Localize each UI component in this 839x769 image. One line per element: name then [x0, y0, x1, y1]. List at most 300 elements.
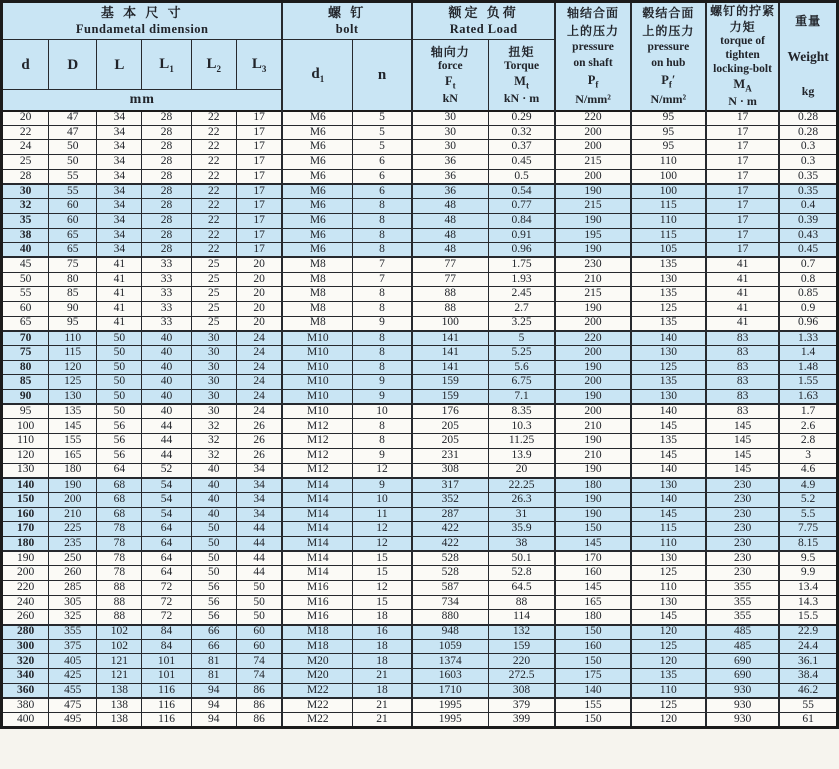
cell: 230 [706, 478, 779, 493]
axial-force-symbol: $F_t$ [444, 73, 456, 91]
header-col-D: D [49, 40, 97, 90]
cell: 7.75 [779, 522, 837, 537]
cell: 95 [2, 404, 49, 419]
cell: 260 [49, 566, 97, 581]
table-row [2, 419, 838, 434]
cell: M8 [282, 272, 352, 287]
cell: 400 [2, 713, 49, 728]
cell: 0.45 [779, 243, 837, 258]
cell: 125 [631, 566, 706, 581]
cell: 235 [49, 536, 97, 551]
cell: 12 [353, 536, 412, 551]
cell: 86 [236, 698, 282, 713]
cell: 56 [97, 419, 142, 434]
cell: 120 [2, 448, 49, 463]
cell: 11.25 [488, 434, 555, 449]
cell: 50 [97, 346, 142, 361]
header-locking-bolt-torque [706, 2, 779, 111]
cell: 0.3 [779, 155, 837, 170]
cell: 17 [706, 111, 779, 126]
header-basic-dimension [2, 2, 283, 40]
cell: 6 [353, 169, 412, 184]
cell: 130 [631, 346, 706, 361]
cell: 41 [97, 316, 142, 331]
cell: 41 [97, 287, 142, 302]
cell: 0.35 [779, 169, 837, 184]
cell: 110 [631, 536, 706, 551]
cell: 72 [142, 581, 191, 596]
cell: 8.15 [779, 536, 837, 551]
cell: 285 [49, 581, 97, 596]
cell: 379 [488, 698, 555, 713]
cell: 260 [2, 610, 49, 625]
cell: 180 [49, 463, 97, 478]
cell: 8 [353, 346, 412, 361]
cell: 65 [49, 228, 97, 243]
cell: 141 [412, 331, 488, 346]
cell: 230 [706, 566, 779, 581]
cell: 115 [631, 522, 706, 537]
table-row [2, 301, 838, 316]
cell: 50 [97, 375, 142, 390]
cell: 215 [555, 199, 630, 214]
cell: 930 [706, 698, 779, 713]
cell: 44 [236, 566, 282, 581]
cell: 375 [49, 639, 97, 654]
cell: 145 [706, 434, 779, 449]
cell: 5.5 [779, 507, 837, 522]
cell: 60 [49, 199, 97, 214]
cell: 26 [236, 419, 282, 434]
table-row [2, 595, 838, 610]
cell: 528 [412, 551, 488, 566]
cell: 22 [2, 125, 49, 140]
cell: 5.25 [488, 346, 555, 361]
cell: 21 [353, 698, 412, 713]
cell: 3 [779, 448, 837, 463]
cell: 485 [706, 639, 779, 654]
cell: 0.43 [779, 228, 837, 243]
cell: 24 [236, 375, 282, 390]
cell: 35.9 [488, 522, 555, 537]
cell: 422 [412, 522, 488, 537]
cell: 160 [555, 639, 630, 654]
cell: 25 [2, 155, 49, 170]
cell: 28 [142, 140, 191, 155]
cell: 10.3 [488, 419, 555, 434]
cell: 34 [97, 228, 142, 243]
cell: M22 [282, 713, 352, 728]
cell: 65 [2, 316, 49, 331]
cell: 18 [353, 610, 412, 625]
cell: 56 [97, 434, 142, 449]
cell: 9 [353, 390, 412, 405]
cell: 145 [706, 448, 779, 463]
cell: 2.8 [779, 434, 837, 449]
cell: 60 [236, 625, 282, 640]
cell: 125 [49, 375, 97, 390]
cell: 24 [236, 404, 282, 419]
cell: 1603 [412, 669, 488, 684]
cell: 300 [2, 639, 49, 654]
cell: M18 [282, 625, 352, 640]
cell: 145 [555, 536, 630, 551]
cell: 32 [191, 419, 236, 434]
cell: 44 [142, 419, 191, 434]
table-row [2, 111, 838, 126]
cell: 325 [49, 610, 97, 625]
cell: 150 [555, 713, 630, 728]
cell: 90 [49, 301, 97, 316]
cell: 41 [97, 301, 142, 316]
cell: 1710 [412, 683, 488, 698]
cell: 84 [142, 625, 191, 640]
cell: 115 [49, 346, 97, 361]
cell: 230 [706, 551, 779, 566]
cell: 110 [631, 213, 706, 228]
cell: 880 [412, 610, 488, 625]
cell: 110 [631, 581, 706, 596]
cell: 24 [236, 346, 282, 361]
cell: 1.4 [779, 346, 837, 361]
pressure-hub-en1: pressure [647, 40, 690, 53]
cell: 690 [706, 654, 779, 669]
cell: 140 [631, 331, 706, 346]
cell: 44 [142, 434, 191, 449]
cell: 180 [2, 536, 49, 551]
cell: M10 [282, 404, 352, 419]
cell: 30 [412, 111, 488, 126]
cell: 83 [706, 404, 779, 419]
cell: 0.7 [779, 257, 837, 272]
cell: 5 [353, 125, 412, 140]
cell: 50 [49, 140, 97, 155]
cell: 135 [631, 316, 706, 331]
cell: 1.63 [779, 390, 837, 405]
cell: M6 [282, 125, 352, 140]
cell: 220 [2, 581, 49, 596]
cell: 45 [2, 257, 49, 272]
cell: 54 [142, 478, 191, 493]
table-row [2, 522, 838, 537]
cell: 83 [706, 390, 779, 405]
cell: 22 [191, 125, 236, 140]
header-col-L2: $L_2$ [191, 40, 236, 90]
cell: 9.5 [779, 551, 837, 566]
cell: 17 [706, 228, 779, 243]
cell: 5 [353, 140, 412, 155]
cell: 8 [353, 199, 412, 214]
cell: 34 [97, 243, 142, 258]
cell: 100 [412, 316, 488, 331]
cell: 135 [49, 404, 97, 419]
cell: 88 [412, 301, 488, 316]
table-row [2, 669, 838, 684]
cell: 230 [706, 492, 779, 507]
pressure-shaft-en1: pressure [572, 40, 614, 53]
cell: 50 [97, 404, 142, 419]
cell: 24 [236, 390, 282, 405]
cell: 1374 [412, 654, 488, 669]
cell: 734 [412, 595, 488, 610]
cell: 24 [2, 140, 49, 155]
cell: 30 [191, 346, 236, 361]
cell: 9 [353, 316, 412, 331]
cell: 340 [2, 669, 49, 684]
cell: 6 [353, 155, 412, 170]
cell: 101 [142, 654, 191, 669]
cell: 28 [142, 184, 191, 199]
cell: 18 [353, 683, 412, 698]
cell: 210 [555, 272, 630, 287]
cell: 50 [236, 595, 282, 610]
table-row [2, 654, 838, 669]
cell: 0.5 [488, 169, 555, 184]
cell: 48 [412, 243, 488, 258]
cell: 84 [142, 639, 191, 654]
cell: 32 [191, 434, 236, 449]
cell: 125 [631, 698, 706, 713]
pressure-shaft-zh2: 上的压力 [567, 23, 620, 38]
cell: 170 [555, 551, 630, 566]
cell: 38 [2, 228, 49, 243]
cell: 495 [49, 713, 97, 728]
cell: 77 [412, 257, 488, 272]
cell: 22 [191, 243, 236, 258]
table-row [2, 199, 838, 214]
header-pressure-on-hub [631, 2, 706, 111]
cell: 405 [49, 654, 97, 669]
cell: 24 [236, 360, 282, 375]
cell: 231 [412, 448, 488, 463]
cell: 0.85 [779, 287, 837, 302]
cell: 95 [631, 125, 706, 140]
cell: 22 [191, 140, 236, 155]
cell: 190 [555, 492, 630, 507]
cell: 0.96 [779, 316, 837, 331]
cell: 25 [191, 257, 236, 272]
cell: 34 [236, 507, 282, 522]
cell: 75 [2, 346, 49, 361]
cell: 145 [631, 507, 706, 522]
weight-en: Weight [787, 48, 829, 64]
cell: 355 [706, 581, 779, 596]
cell: 52.8 [488, 566, 555, 581]
cell: 220 [488, 654, 555, 669]
cell: 72 [142, 595, 191, 610]
cell: 155 [555, 698, 630, 713]
cell: 34 [97, 169, 142, 184]
cell: 0.39 [779, 213, 837, 228]
cell: 7 [353, 272, 412, 287]
cell: 30 [191, 331, 236, 346]
cell: 72 [142, 610, 191, 625]
cell: 4.9 [779, 478, 837, 493]
cell: 320 [2, 654, 49, 669]
cell: 68 [97, 478, 142, 493]
cell: 30 [412, 140, 488, 155]
cell: 41 [97, 257, 142, 272]
cell: 50.1 [488, 551, 555, 566]
cell: 138 [97, 713, 142, 728]
cell: 50 [191, 551, 236, 566]
cell: 15 [353, 566, 412, 581]
table-row [2, 610, 838, 625]
table-body [2, 111, 838, 728]
cell: 94 [191, 713, 236, 728]
pressure-hub-en2: on hub [651, 56, 686, 69]
cell: M22 [282, 698, 352, 713]
cell: 587 [412, 581, 488, 596]
cell: 65 [49, 243, 97, 258]
weight-unit: kg [801, 84, 815, 99]
cell: 360 [2, 683, 49, 698]
cell: 7 [353, 257, 412, 272]
cell: 22 [191, 213, 236, 228]
cell: 28 [142, 125, 191, 140]
cell: 17 [236, 169, 282, 184]
cell: 22 [191, 184, 236, 199]
cell: 125 [631, 301, 706, 316]
cell: 1.75 [488, 257, 555, 272]
cell: 22 [191, 111, 236, 126]
cell: 26 [236, 448, 282, 463]
cell: 205 [412, 419, 488, 434]
cell: 28 [142, 111, 191, 126]
cell: 0.77 [488, 199, 555, 214]
cell: 68 [97, 507, 142, 522]
cell: 105 [631, 243, 706, 258]
cell: 94 [191, 683, 236, 698]
cell: 34 [97, 155, 142, 170]
cell: 81 [191, 654, 236, 669]
cell: 81 [191, 669, 236, 684]
cell: 140 [631, 463, 706, 478]
pressure-hub-zh1: 毂结合面 [642, 6, 695, 21]
cell: 48 [412, 199, 488, 214]
cell: 8 [353, 243, 412, 258]
table-row [2, 331, 838, 346]
cell: M20 [282, 654, 352, 669]
cell: 10 [353, 404, 412, 419]
cell: 100 [631, 184, 706, 199]
cell: M10 [282, 360, 352, 375]
cell: 121 [97, 654, 142, 669]
cell: 190 [555, 301, 630, 316]
cell: 50 [191, 522, 236, 537]
cell: 130 [49, 390, 97, 405]
cell: 141 [412, 346, 488, 361]
axial-force-unit: kN [442, 90, 458, 105]
cell: 28 [142, 243, 191, 258]
cell: 0.96 [488, 243, 555, 258]
cell: 528 [412, 566, 488, 581]
cell: 3.25 [488, 316, 555, 331]
cell: 78 [97, 566, 142, 581]
cell: 10 [353, 492, 412, 507]
cell: 7.1 [488, 390, 555, 405]
cell: 21 [353, 713, 412, 728]
header-weight [779, 2, 837, 111]
cell: 11 [353, 507, 412, 522]
cell: 190 [2, 551, 49, 566]
cell: 5.2 [779, 492, 837, 507]
cell: 1995 [412, 713, 488, 728]
cell: 34 [236, 463, 282, 478]
cell: 20 [236, 301, 282, 316]
cell: 0.28 [779, 111, 837, 126]
cell: 165 [555, 595, 630, 610]
cell: 64.5 [488, 581, 555, 596]
cell: 125 [631, 360, 706, 375]
cell: 102 [97, 625, 142, 640]
cell: 60 [2, 301, 49, 316]
table-row [2, 272, 838, 287]
cell: 190 [555, 213, 630, 228]
cell: 66 [191, 639, 236, 654]
cell: 160 [555, 566, 630, 581]
cell: 0.45 [488, 155, 555, 170]
cell: 95 [49, 316, 97, 331]
cell: 25 [191, 301, 236, 316]
cell: 28 [142, 199, 191, 214]
cell: 399 [488, 713, 555, 728]
table-row [2, 375, 838, 390]
header-bolt [282, 2, 411, 40]
cell: 130 [631, 551, 706, 566]
cell: 22 [191, 169, 236, 184]
cell: 180 [555, 478, 630, 493]
cell: 20 [236, 272, 282, 287]
cell: 56 [191, 595, 236, 610]
cell: 121 [97, 669, 142, 684]
cell: 0.91 [488, 228, 555, 243]
cell: 50 [236, 581, 282, 596]
cell: 0.28 [779, 125, 837, 140]
cell: 40 [142, 331, 191, 346]
cell: 86 [236, 713, 282, 728]
cell: 25 [191, 316, 236, 331]
cell: 159 [412, 375, 488, 390]
weight-zh: 重量 [795, 14, 822, 29]
cell: 9 [353, 478, 412, 493]
cell: 8 [353, 419, 412, 434]
table-header [2, 2, 838, 111]
cell: 74 [236, 669, 282, 684]
cell: 155 [49, 434, 97, 449]
cell: 24 [236, 331, 282, 346]
cell: 18 [353, 639, 412, 654]
cell: 26 [236, 434, 282, 449]
cell: 78 [97, 551, 142, 566]
cell: 948 [412, 625, 488, 640]
cell: M12 [282, 419, 352, 434]
table-row [2, 683, 838, 698]
cell: 18 [353, 654, 412, 669]
cell: 22.9 [779, 625, 837, 640]
cell: 64 [97, 463, 142, 478]
cell: 220 [555, 111, 630, 126]
torque-en: Torque [503, 59, 540, 72]
cell: M6 [282, 111, 352, 126]
cell: 40 [191, 507, 236, 522]
cell: 34 [97, 111, 142, 126]
cell: 52 [142, 463, 191, 478]
cell: 190 [555, 507, 630, 522]
pressure-shaft-zh1: 轴结合面 [567, 6, 620, 21]
cell: 8 [353, 228, 412, 243]
cell: 230 [555, 257, 630, 272]
